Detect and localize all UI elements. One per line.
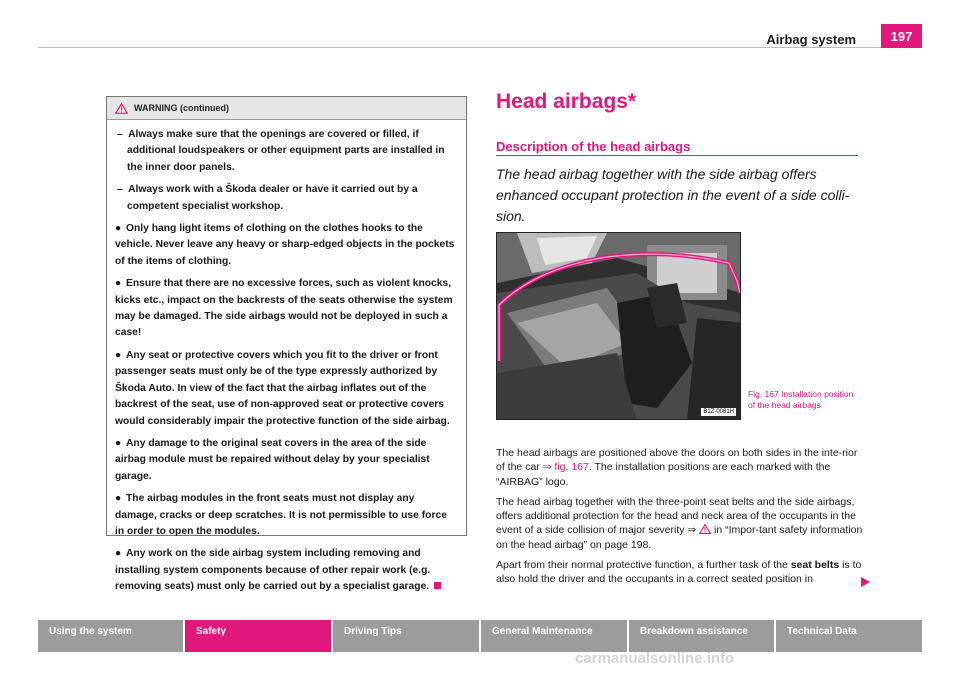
footer-nav (38, 620, 922, 652)
warning-bullet: ● Any seat or protective covers which you fit to the driver or front passenger seats must only be of the type expressly authorized by Škoda Auto. In view of the fact that the airbag inflates out of the backrest of the seat, use of non-approved seat or protective covers would considerably impair the protective function of the side airbag. (115, 349, 450, 427)
warning-body (107, 120, 466, 596)
tab-breakdown-assistance[interactable]: Breakdown assistance (629, 620, 774, 652)
continue-arrow-icon (861, 577, 870, 587)
car-interior-illustration (497, 233, 741, 420)
warning-bullet: ● Any work on the side airbag system including removing and installing system components because of other repair work (e.g. removing seats) must only be carried out by a specialist garage. (115, 546, 458, 595)
tab-using-the-system[interactable]: Using the system (38, 620, 183, 652)
page-number: 197 (881, 24, 922, 48)
warning-bullet: ● Any damage to the original seat covers in the area of the side airbag module must be repaired without delay by your specialist garage. (115, 437, 430, 482)
tab-driving-tips[interactable]: Driving Tips (333, 620, 479, 652)
warning-dash-item: – Always make sure that the openings are covered or filled, if additional loudspeakers or other equipment parts are installed in the inner door panels. (117, 129, 445, 173)
head-airbag-figure (496, 232, 741, 420)
paragraph: The head airbags are positioned above the doors on both sides in the inte-rior of the car ⇒ fig. 167. The installation positions are each marked with the “AIRBAG” logo. (496, 447, 858, 488)
subsection-rule (496, 155, 858, 156)
intro-text: The head airbag together with the side airbag offers enhanced occupant protection in the event of a side colli-sion. (496, 166, 850, 224)
tab-general-maintenance[interactable]: General Maintenance (481, 620, 627, 652)
figure-caption: Fig. 167 Installation position of the head airbags (748, 389, 854, 410)
paragraph: The head airbag together with the three-point seat belts and the side airbags, offers additional protection for the head and neck area of the occupants in the event of a side collision of major severity ⇒ in “Impor-tant safety information on the head airbag” on page 198. (496, 495, 863, 551)
warning-triangle-icon (115, 103, 128, 114)
section-end-marker (434, 582, 441, 589)
warning-header (107, 97, 466, 120)
section-heading: Head airbags* (496, 90, 637, 113)
warning-bullet: ● The airbag modules in the front seats must not display any damage, cracks or deep scratches. It is not permissible to use force in order to open the modules. (115, 493, 447, 537)
tab-technical-data[interactable]: Technical Data (776, 620, 922, 652)
warning-box (106, 96, 467, 593)
body-text (496, 446, 864, 593)
warning-dash-item: – Always work with a Škoda dealer or have it carried out by a competent specialist workshop. (117, 184, 418, 212)
warning-bullet: ● Ensure that there are no excessive forces, such as violent knocks, kicks etc., impact on the backrests of the seats otherwise the system may be damaged. The side airbags would not be deployed in such a case! (115, 278, 453, 339)
header-rule (38, 47, 922, 48)
figure-link[interactable]: ⇒ fig. 167 (542, 461, 589, 474)
warning-bullet: ● Only hang light items of clothing on the clothes hooks to the vehicle. Never leave any heavy or sharp-edged objects in the pockets of the items of clothing. (115, 223, 455, 267)
page-header-title: Airbag system (766, 32, 856, 47)
warning-title: WARNING (continued) (134, 103, 229, 113)
paragraph: Apart from their normal protective function, a further task of the seat belts is to also hold the driver and the occupants in a correct seated position in (496, 559, 862, 586)
watermark: carmanualsonline.info (575, 650, 735, 667)
warning-triangle-icon (699, 524, 711, 534)
subsection-heading: Description of the head airbags (496, 139, 691, 154)
tab-safety[interactable]: Safety (185, 620, 331, 652)
figure-code: B1Z-0081H (703, 409, 734, 415)
